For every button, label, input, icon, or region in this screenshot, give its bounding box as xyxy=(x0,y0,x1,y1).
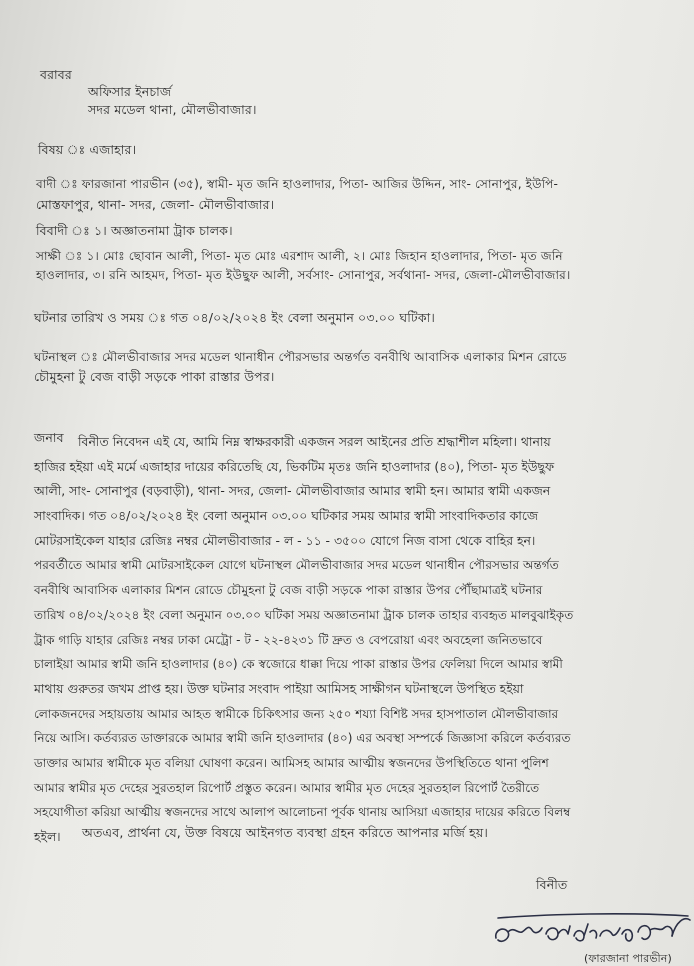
body-line: লোকজনদের সহায়তায় আমার আহত স্বামীকে চিকিৎসার জন্য ২৫০ শয্যা বিশিষ্ট সদর হাসপাতাল মৌলভীবাজার xyxy=(34,706,559,721)
closing-request: অতএব, প্রার্থনা যে, উক্ত বিষয়ে আইনগত ব্যবস্থা গ্রহন করিতে আপনার মর্জি হয়। xyxy=(82,825,488,840)
body-paragraph xyxy=(34,430,674,850)
body-line: মোটরসাইকেল যাহার রেজিঃ নম্বর মৌলভীবাজার - ল - ১১ - ৩৫০০ যোগে নিজ বাসা থেকে বাহির হন। xyxy=(34,532,536,548)
incident-time-line: ঘটনার তারিখ ও সময় ঃ গত ০৪/০২/২০২৪ ইং বেলা অনুমান ০৩.০০ ঘটিকা। xyxy=(34,310,436,325)
body-line: ডাক্তার আমার স্বামীকে মৃত বলিয়া ঘোষণা করেন। আমিসহ আমার আত্মীয় স্বজনদের উপস্থিতিতে থানা পুলিশ xyxy=(34,755,549,770)
closing-word: বিনীত xyxy=(536,877,568,892)
witness-line-1: সাক্ষী ঃ ১। মোঃ ছোবান আলী, পিতা- মৃত মোঃ এরশাদ আলী, ২। মোঃ জিহান হাওলাদার, পিতা- মৃত জনি xyxy=(36,249,563,263)
body-line: নিয়ে আসি। কর্তব্যরত ডাক্তারকে আমার স্বামী জনি হাওলাদার (৪০) এর অবস্থা সম্পর্কে জিজ্ঞাসা করিলে কর্তব্যরত xyxy=(34,731,571,746)
to-label: বরাবর xyxy=(40,67,72,82)
body-line: তারিখ ০৪/০২/২০২৪ ইং বেলা অনুমান ০৩.০০ ঘটিকা সময় অজ্ঞাতনামা ট্রাক চালক তাহার ব্যবহৃত মালবুঝাইকৃত xyxy=(34,607,574,622)
complainant-line-2: মোস্তফাপুর, থানা- সদর, জেলা- মৌলভীবাজার। xyxy=(36,197,275,212)
subject-line: বিষয় ঃ এজাহার। xyxy=(38,142,137,157)
body-line: বনবীথি আবাসিক এলাকার মিশন রোডে চৌমুহনা টু বেজ বাড়ী সড়কে পাকা রাস্তার উপর পৌঁছামাত্রই ঘটনার xyxy=(34,583,543,598)
body-line: সাংবাদিক। গত ০৪/০২/২০২৪ ইং বেলা অনুমান ০৩.০০ ঘটিকার সময় আমার স্বামী সাংবাদিকতার কাজে xyxy=(34,508,538,524)
body-line: চালাইয়া আমার স্বামী জনি হাওলাদার (৪০) কে স্বজোরে ধাক্কা দিয়ে পাকা রাস্তার উপর ফেলিয়া দিলে আমার স্বামী xyxy=(34,657,563,672)
signature-printed-name: (ফারজানা পারভীন) xyxy=(584,952,672,965)
body-line: ট্রাক গাড়ি যাহার রেজিঃ নম্বর ঢাকা মেট্রো - ট - ২২-৪২৩১ টি দ্রুত ও বেপরোয়া এবং অবহেলা জনিতভাবে xyxy=(34,632,543,647)
body-line: হাজির হইয়া এই মর্মে এজাহার দায়ের করিতেছি যে, ভিকটিম মৃতঃ জনি হাওলাদার (৪০), পিতা- মৃত ইউছুফ xyxy=(34,458,555,474)
salutation: জনাব xyxy=(34,430,64,445)
recipient-address: সদর মডেল থানা, মৌলভীবাজার। xyxy=(88,102,257,117)
body-line: আমার স্বামীর মৃত দেহের সুরতহাল রিপোর্ট প্রস্তুত করেন। আমার স্বামীর মৃত দেহের সুরতহাল রিপোর্ট তৈরীতে xyxy=(34,780,540,795)
signature xyxy=(488,902,694,958)
body-line: হইল। xyxy=(34,829,61,844)
complainant-line-1: বাদী ঃ ফারজানা পারভীন (৩৫), স্বামী- মৃত জনি হাওলাদার, পিতা- আজির উদ্দিন, সাং- সোনাপুর, ইউপি- xyxy=(36,177,559,191)
accused-line: বিবাদী ঃ ১। অজ্ঞাতনামা ট্রাক চালক। xyxy=(36,223,233,238)
recipient-title: অফিসার ইনচার্জ xyxy=(88,84,172,99)
body-line: সহযোগীতা করিয়া আত্মীয় স্বজনদের সাথে আলাপ আলোচনা পূর্বক থানায় আসিয়া এজাহার দায়ের করিতে বিলম্ব xyxy=(34,805,571,820)
body-line: আলী, সাং- সোনাপুর (বড়বাড়ী), থানা- সদর, জেলা- মৌলভীবাজার আমার স্বামী হন। আমার স্বামী একজন xyxy=(34,483,551,499)
body-line: পরবর্তীতে আমার স্বামী মোটরসাইকেল যোগে ঘটনাস্থল মৌলভীবাজার সদর মডেল থানাধীন পৌরসভার অন্তর্গত xyxy=(34,558,559,573)
incident-place-line-1: ঘটনাস্থল ঃ মৌলভীবাজার সদর মডেল থানাধীন পৌরসভার অন্তর্গত বনবীথি আবাসিক এলাকার মিশন রোডে xyxy=(34,350,567,364)
witness-line-2: হাওলাদার, ৩। রনি আহমদ, পিতা- মৃত ইউছুফ আলী, সর্বসাং- সোনাপুর, সর্বথানা- সদর, জেলা-মৌলভীবাজার। xyxy=(36,268,571,282)
incident-place-line-2: চৌমুহনা টু বেজ বাড়ী সড়কে পাকা রাস্তার উপর। xyxy=(34,369,275,384)
body-line: বিনীত নিবেদন এই যে, আমি নিম্ন স্বাক্ষরকারী একজন সরল আইনের প্রতি শ্রদ্ধাশীল মহিলা। থানায় xyxy=(78,434,551,449)
body-line: মাথায় গুরুতর জখম প্রাপ্ত হয়। উক্ত ঘটনার সংবাদ পাইয়া আমিসহ সাক্ষীগন ঘটনাস্থলে উপস্থিত হইয়া xyxy=(34,680,524,696)
